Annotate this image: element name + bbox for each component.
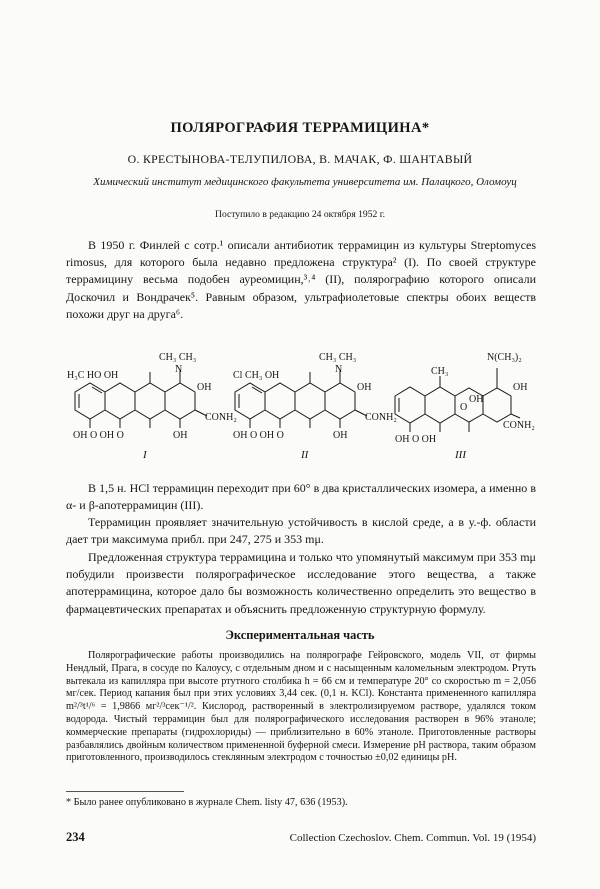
intro-paragraph-3: Террамицин проявляет значительную устойчивость в кислой среде, а в у.-ф. области дает три максимума прибл. при 247, 275 и 353 mμ. bbox=[66, 515, 536, 547]
intro-paragraph-1: В 1950 г. Финлей с сотр.¹ описали антибиотик террамицин из культуры Streptomyces rimosus, для которого была недавно предложена структура² (I). По своей структуре террамицину весьма подобен ауреомицин,³˒⁴ (II), полярографию которого описали Доскочил и Вондрачек⁵. Равным образом, ультрафиолетовые спектры обоих веществ похожи друг на друга⁶. bbox=[66, 238, 536, 321]
structure-I-n: N bbox=[175, 364, 183, 375]
authors: О. КРЕСТЫНОВА-ТЕЛУПИЛОВА, В. МАЧАК, Ф. ШАНТАВЫЙ bbox=[127, 152, 473, 166]
structure-II-oh-bottom: OH bbox=[333, 430, 348, 441]
article-title: ПОЛЯРОГРАФИЯ ТЕРРАМИЦИНА* bbox=[170, 120, 430, 136]
structure-III bbox=[395, 368, 520, 432]
structure-III-ch3: CH₃ bbox=[431, 366, 449, 377]
structure-III-amine: N(CH₃)₂ bbox=[487, 352, 522, 363]
footnote: * Было ранее опубликовано в журнале Chem. listy 47, 636 (1953). bbox=[66, 797, 348, 808]
structure-III-bottom: OH O OH bbox=[395, 434, 437, 445]
footnote-rule bbox=[66, 791, 184, 792]
structure-II-oh: OH bbox=[357, 382, 372, 393]
structure-I-label: I bbox=[143, 449, 147, 461]
intro-paragraph-2: В 1,5 н. HCl террамицин переходит при 60° в два кристаллических изомера, а именно в α- и β-апотеррамицин (III). bbox=[66, 481, 536, 513]
intro-paragraph-4: Предложенная структура террамицина и только что упомянутый максимум при 353 mμ побудили произвести полярографическое исследование этого вещества, а также апотеррамицина, которое дало бы возможность количественно определить это вещество в фармацевтических препаратах и объяснить предложенную структурную формулу. bbox=[66, 550, 536, 616]
structure-II-label: II bbox=[301, 449, 309, 461]
structure-II-amine: CH₃ CH₃ bbox=[319, 352, 357, 363]
structure-I-top-row: H₃C HO OH bbox=[67, 370, 119, 381]
received-date: Поступило в редакцию 24 октября 1952 г. bbox=[215, 209, 385, 220]
structure-II-n: N bbox=[335, 364, 343, 375]
structural-formulas bbox=[55, 352, 545, 472]
structure-II-bottom: OH O OH O bbox=[233, 430, 284, 441]
structure-II-top-row: Cl CH₃ OH bbox=[233, 370, 280, 381]
section-heading: Экспериментальная часть bbox=[225, 628, 375, 642]
affiliation: Химический институт медицинского факультета университета им. Палацкого, Оломоуц bbox=[93, 176, 517, 188]
structure-III-conh2: CONH₂ bbox=[503, 420, 535, 431]
structure-I-bottom: OH O OH O bbox=[73, 430, 124, 441]
structure-I-conh2: CONH₂ bbox=[205, 412, 237, 423]
structure-III-o-ring: O bbox=[460, 402, 468, 413]
structure-I-amine: CH₃ CH₃ bbox=[159, 352, 197, 363]
structure-III-oh-ring: OH bbox=[469, 394, 484, 405]
structure-III-label: III bbox=[455, 449, 466, 461]
structure-I-oh-bottom: OH bbox=[173, 430, 188, 441]
structure-II-conh2: CONH₂ bbox=[365, 412, 397, 423]
journal-reference: Collection Czechoslov. Chem. Commun. Vol. 19 (1954) bbox=[289, 832, 536, 844]
experimental-paragraph: Полярографические работы производились на полярографе Гейровского, модель VII, от фирмы Нендлый, Прага, в сосуде по Калоусу, с отдельным дном и с насыщенным каломельным электродом. Ртуть вытекала из капилляра при высоте ртутного столбика h = 66 см и температуре 20° со скоростью m = 2,056 мг/сек. Период капания был при этих условиях 3,44 сек. (0,1 н. KCl). Константа примененного капилляра m²/³t¹/⁶ = 1,9866 мг²/³сек⁻¹/². Кислород, растворенный в электролизируемом растворе, удалялся током водорода. Чистый террамицин был для полярографического исследования растворен в 96% этаноле; коммерческие препараты (гидрохлориды) — приблизительно в 60% этаноле. Приготовленные растворы разбавлялись двойным количеством примененной буферной смеси. Измерение pH раствора, таким образом приготовленного, производилось стеклянным электродом с точностью ±0,02 единицы pH. bbox=[66, 650, 536, 764]
page-number: 234 bbox=[66, 830, 85, 844]
structure-III-oh: OH bbox=[513, 382, 528, 393]
structure-I-oh: OH bbox=[197, 382, 212, 393]
